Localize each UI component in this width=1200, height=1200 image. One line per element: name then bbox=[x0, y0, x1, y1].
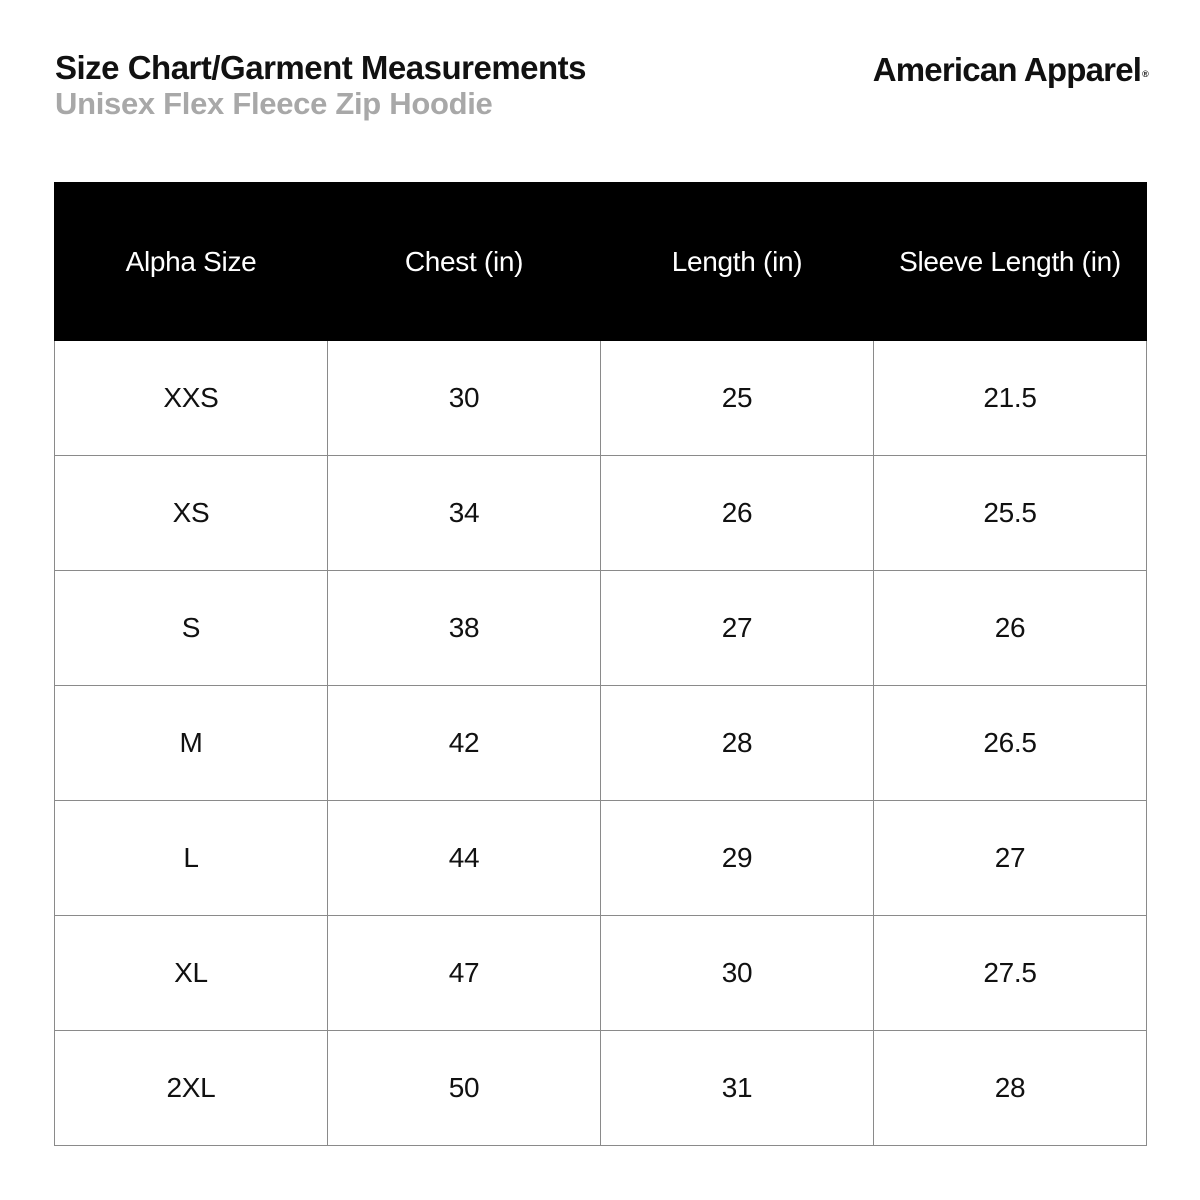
table-row bbox=[55, 916, 1147, 1031]
column-header-length: Length (in) bbox=[601, 183, 874, 341]
cell-size: L bbox=[55, 801, 328, 916]
product-subtitle: Unisex Flex Fleece Zip Hoodie bbox=[55, 86, 493, 121]
column-header-alpha-size: Alpha Size bbox=[55, 183, 328, 341]
column-header-chest: Chest (in) bbox=[328, 183, 601, 341]
cell-length: 30 bbox=[601, 916, 874, 1031]
brand-logo bbox=[873, 50, 1148, 90]
cell-length: 31 bbox=[601, 1031, 874, 1146]
cell-sleeve-length: 21.5 bbox=[874, 341, 1147, 456]
table-row bbox=[55, 456, 1147, 571]
cell-chest: 44 bbox=[328, 801, 601, 916]
cell-size: XS bbox=[55, 456, 328, 571]
cell-sleeve-length: 27.5 bbox=[874, 916, 1147, 1031]
table-body bbox=[55, 341, 1147, 1146]
table-row bbox=[55, 1031, 1147, 1146]
table-row bbox=[55, 686, 1147, 801]
table-row bbox=[55, 801, 1147, 916]
cell-size: S bbox=[55, 571, 328, 686]
cell-chest: 47 bbox=[328, 916, 601, 1031]
cell-chest: 42 bbox=[328, 686, 601, 801]
cell-length: 27 bbox=[601, 571, 874, 686]
cell-sleeve-length: 28 bbox=[874, 1031, 1147, 1146]
cell-chest: 34 bbox=[328, 456, 601, 571]
column-header-sleeve-length: Sleeve Length (in) bbox=[874, 183, 1147, 341]
table-header bbox=[55, 183, 1147, 341]
brand-name: American Apparel bbox=[872, 51, 1142, 88]
size-chart-table bbox=[54, 182, 1147, 1146]
cell-size: XL bbox=[55, 916, 328, 1031]
cell-length: 26 bbox=[601, 456, 874, 571]
cell-size: XXS bbox=[55, 341, 328, 456]
cell-length: 29 bbox=[601, 801, 874, 916]
cell-chest: 38 bbox=[328, 571, 601, 686]
cell-chest: 50 bbox=[328, 1031, 601, 1146]
table-row bbox=[55, 571, 1147, 686]
cell-length: 25 bbox=[601, 341, 874, 456]
cell-size: M bbox=[55, 686, 328, 801]
cell-size: 2XL bbox=[55, 1031, 328, 1146]
cell-sleeve-length: 25.5 bbox=[874, 456, 1147, 571]
header-row bbox=[55, 183, 1147, 341]
table-row bbox=[55, 341, 1147, 456]
cell-sleeve-length: 27 bbox=[874, 801, 1147, 916]
cell-sleeve-length: 26.5 bbox=[874, 686, 1147, 801]
page-title: Size Chart/Garment Measurements bbox=[55, 49, 587, 86]
cell-chest: 30 bbox=[328, 341, 601, 456]
registered-mark: ® bbox=[1142, 69, 1148, 79]
cell-sleeve-length: 26 bbox=[874, 571, 1147, 686]
cell-length: 28 bbox=[601, 686, 874, 801]
